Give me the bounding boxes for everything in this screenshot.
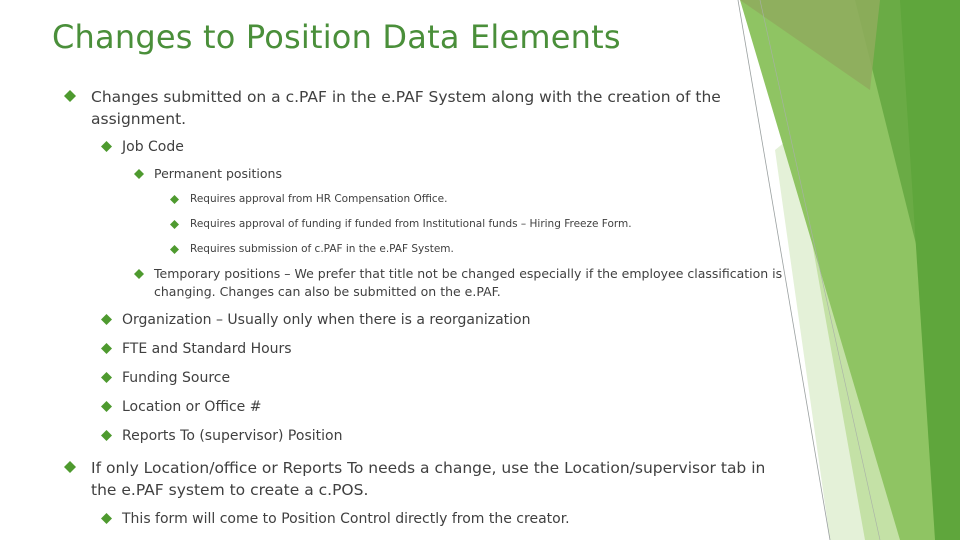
bullet-item — [134, 165, 734, 183]
bullet-item — [101, 397, 701, 417]
bullet-text: Location or Office # — [122, 399, 262, 415]
bullet-item — [170, 191, 730, 207]
bullet-item — [101, 137, 701, 157]
bullet-text: Reports To (supervisor) Position — [122, 428, 343, 444]
bullet-item — [101, 426, 701, 446]
bullet-item — [64, 457, 794, 501]
bullet-text: This form will come to Position Control directly from the creator. — [122, 511, 570, 527]
bullet-text: Job Code — [122, 139, 184, 155]
bullet-text: Temporary positions – We prefer that title not be changed especially if the employee classification is changing. Changes can also be submitted on the e.PAF. — [154, 266, 783, 299]
bullet-text: FTE and Standard Hours — [122, 341, 292, 357]
bullet-item — [134, 265, 784, 301]
bullet-text: Organization – Usually only when there is a reorganization — [122, 312, 531, 328]
bullet-text: Funding Source — [122, 370, 231, 386]
bullet-item — [101, 509, 701, 529]
bullet-text: Requires submission of c.PAF in the e.PAF System. — [190, 243, 454, 255]
bullet-text: Requires approval from HR Compensation Office. — [190, 193, 448, 205]
bullet-text: Permanent positions — [154, 166, 282, 181]
bullet-item — [101, 368, 701, 388]
bullet-text: Changes submitted on a c.PAF in the e.PAF System along with the creation of the assignment. — [91, 88, 721, 128]
bullet-item — [101, 339, 701, 359]
bullet-item — [64, 86, 754, 130]
bullet-text: If only Location/office or Reports To needs a change, use the Location/supervisor tab in the e.PAF system to create a c.POS. — [91, 459, 766, 499]
bullet-text: Requires approval of funding if funded from Institutional funds – Hiring Freeze Form. — [190, 218, 632, 230]
bullet-item — [170, 216, 730, 232]
slide-title: Changes to Position Data Elements — [52, 18, 621, 56]
bullet-item — [170, 241, 730, 257]
bullet-item — [101, 310, 701, 330]
